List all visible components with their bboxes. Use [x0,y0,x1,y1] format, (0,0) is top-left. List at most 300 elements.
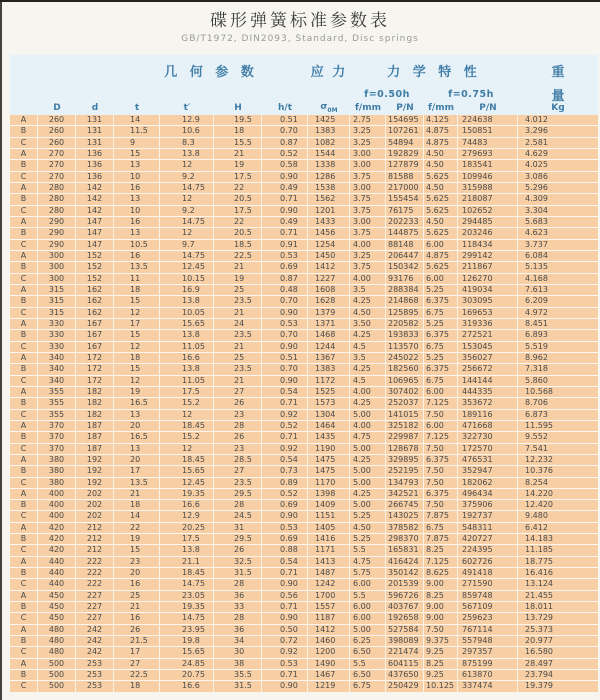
cell-series-type: A [10,353,38,363]
table-row [10,172,598,183]
cell-p-075: 271590 [458,579,518,589]
cell-t: 15 [114,149,160,159]
cell-p-050: 596726 [386,591,424,601]
cell-p-050: 214868 [386,296,424,306]
cell-h-t: 0.53 [262,251,308,261]
cell-t-prime: 13.8 [160,149,214,159]
cell-series-type: B [10,262,38,272]
cell-f-075: 5.625 [424,172,458,182]
cell-h-t: 0.90 [262,206,308,216]
cell-t: 14 [114,511,160,521]
cell-kg: 3.086 [525,171,548,181]
header-f050: f=0.50h [364,89,410,100]
cell-h-t: 0.52 [262,489,308,499]
table-body [10,115,598,693]
cell-H: 25 [214,285,262,295]
cell-f-075: 7.50 [424,625,458,635]
cell-H: 32.5 [214,557,262,567]
col-header-p-n-050: P/N [396,103,414,113]
cell-d: 227 [76,591,114,601]
cell-d: 162 [76,296,114,306]
cell-D: 290 [38,240,76,250]
cell-series-type: A [10,557,38,567]
cell-kg: 19.379 [525,681,553,691]
cell-d: 172 [76,364,114,374]
cell-series-type: C [10,240,38,250]
cell-t: 15 [114,330,160,340]
cell-p-075: 356027 [458,353,518,363]
cell-f-075: 8.25 [424,591,458,601]
cell-d: 136 [76,172,114,182]
cell-D: 380 [38,478,76,488]
cell-p-075: 297357 [458,647,518,657]
cell-sigma: 1464 [308,421,350,431]
cell-f-050: 6.50 [350,647,386,657]
col-header-H: H [234,103,242,113]
cell-p-050: 134793 [386,478,424,488]
cell-p-050: 398089 [386,636,424,646]
cell-p-050: 93176 [386,274,424,284]
cell-f-050: 6.00 [350,602,386,612]
cell-d: 187 [76,432,114,442]
cell-p-050: 155454 [386,194,424,204]
cell-f-050: 2.75 [350,115,386,125]
cell-p-075: 279693 [458,149,518,159]
cell-D: 420 [38,534,76,544]
cell-f-050: 3.75 [350,194,386,204]
cell-H: 21 [214,376,262,386]
cell-t: 23 [114,557,160,567]
cell-f-050: 4.5 [350,376,386,386]
cell-p-050: 325182 [386,421,424,431]
cell-f-050: 3.50 [350,319,386,329]
cell-p-050: 106965 [386,376,424,386]
cell-sigma: 1544 [308,149,350,159]
cell-d: 242 [76,636,114,646]
cell-d: 131 [76,138,114,148]
cell-t-prime: 11.05 [160,342,214,352]
cell-series-type: C [10,681,38,691]
cell-kg: 16.580 [525,647,553,657]
cell-kg: 5.860 [525,375,548,385]
cell-d: 167 [76,342,114,352]
cell-d: 242 [76,625,114,635]
table-row [10,364,598,375]
cell-d: 212 [76,523,114,533]
cell-H: 31.5 [214,568,262,578]
cell-t-prime: 12 [160,410,214,420]
cell-h-t: 0.72 [262,636,308,646]
cell-series-type: A [10,183,38,193]
col-header-f-mm-075: f/mm [428,103,454,113]
table-row [10,149,598,160]
cell-h-t: 0.58 [262,160,308,170]
cell-p-075: 602726 [458,557,518,567]
cell-f-075: 4.125 [424,115,458,125]
cell-H: 20.5 [214,228,262,238]
cell-kg: 7.318 [525,364,548,374]
cell-sigma: 1371 [308,319,350,329]
cell-sigma: 1435 [308,432,350,442]
cell-p-075: 491418 [458,568,518,578]
cell-sigma: 1562 [308,194,350,204]
cell-H: 19.5 [214,115,262,125]
cell-f-050: 3.25 [350,251,386,261]
cell-kg: 4.168 [525,273,548,283]
table-row [10,376,598,387]
table-row [10,126,598,137]
cell-t: 21 [114,489,160,499]
col-header-p-n-075: P/N [479,103,497,113]
cell-t-prime: 15.2 [160,432,214,442]
cell-t-prime: 16.9 [160,285,214,295]
cell-h-t: 0.70 [262,364,308,374]
cell-f-050: 4.25 [350,398,386,408]
cell-kg: 4.629 [525,148,548,158]
cell-kg: 14.183 [525,534,553,544]
cell-kg: 13.124 [525,579,553,589]
cell-H: 18.5 [214,240,262,250]
cell-t-prime: 15.65 [160,466,214,476]
table-row [10,602,598,613]
cell-p-075: 767114 [458,625,518,635]
cell-t: 16 [114,579,160,589]
cell-f-050: 5.00 [350,444,386,454]
cell-h-t: 0.89 [262,478,308,488]
cell-sigma: 1475 [308,466,350,476]
cell-f-075: 6.375 [424,489,458,499]
cell-series-type: C [10,342,38,352]
cell-p-075: 859748 [458,591,518,601]
cell-p-050: 165831 [386,545,424,555]
cell-h-t: 0.90 [262,681,308,691]
cell-f-050: 6.25 [350,636,386,646]
cell-H: 22 [214,217,262,227]
cell-t-prime: 14.75 [160,613,214,623]
table-row [10,681,598,692]
cell-h-t: 0.56 [262,591,308,601]
cell-p-075: 567109 [458,602,518,612]
cell-p-050: 127879 [386,160,424,170]
cell-kg: 7.613 [525,284,548,294]
cell-f-075: 6.375 [424,296,458,306]
cell-t-prime: 12.45 [160,478,214,488]
cell-H: 22 [214,183,262,193]
cell-f-075: 7.875 [424,534,458,544]
cell-f-050: 3.75 [350,206,386,216]
cell-sigma: 1456 [308,228,350,238]
cell-p-075: 496434 [458,489,518,499]
cell-f-050: 4.00 [350,421,386,431]
cell-series-type: B [10,602,38,612]
cell-d: 167 [76,330,114,340]
cell-series-type: B [10,364,38,374]
cell-kg: 6.412 [525,522,548,532]
cell-t: 10 [114,206,160,216]
cell-kg: 10.376 [525,466,553,476]
table-row [10,659,598,670]
cell-H: 26 [214,432,262,442]
cell-p-050: 527584 [386,625,424,635]
cell-sigma: 1628 [308,296,350,306]
cell-sigma: 1190 [308,444,350,454]
cell-t: 26 [114,625,160,635]
cell-f-075: 7.50 [424,478,458,488]
cell-H: 35.5 [214,670,262,680]
cell-kg: 8.254 [525,477,548,487]
cell-t: 21.5 [114,636,160,646]
cell-kg: 8.962 [525,352,548,362]
cell-series-type: B [10,466,38,476]
cell-f-050: 3.00 [350,217,386,227]
cell-t: 17 [114,319,160,329]
cell-f-075: 7.50 [424,466,458,476]
cell-D: 280 [38,194,76,204]
cell-p-075: 211867 [458,262,518,272]
cell-h-t: 0.53 [262,523,308,533]
table-row [10,670,598,681]
cell-p-050: 81588 [386,172,424,182]
page-title: 碟形弹簧标准参数表 [210,11,390,31]
cell-p-075: 218087 [458,194,518,204]
cell-f-075: 6.00 [424,421,458,431]
cell-p-050: 107261 [386,126,424,136]
col-header-t: t [134,103,140,113]
cell-f-050: 6.75 [350,681,386,691]
cell-t: 18 [114,500,160,510]
cell-f-050: 3.25 [350,138,386,148]
cell-p-050: 206447 [386,251,424,261]
cell-h-t: 0.51 [262,115,308,125]
cell-p-075: 420727 [458,534,518,544]
cell-H: 23 [214,410,262,420]
cell-f-075: 9.00 [424,602,458,612]
cell-d: 147 [76,228,114,238]
cell-D: 370 [38,444,76,454]
cell-sigma: 1425 [308,115,350,125]
cell-series-type: B [10,194,38,204]
cell-H: 24.5 [214,511,262,521]
table-row [10,308,598,319]
cell-d: 202 [76,511,114,521]
header-group-weight-top: 重 [551,64,565,80]
cell-sigma: 1467 [308,670,350,680]
cell-sigma: 1201 [308,206,350,216]
cell-D: 260 [38,126,76,136]
table-row [10,319,598,330]
cell-t-prime: 9.2 [160,172,214,182]
cell-t-prime: 14.75 [160,183,214,193]
cell-f-075: 6.00 [424,240,458,250]
cell-h-t: 0.90 [262,579,308,589]
cell-p-050: 54894 [386,138,424,148]
table-row [10,296,598,307]
table-row [10,466,598,477]
table-row [10,444,598,455]
cell-t: 18 [114,681,160,691]
cell-f-075: 5.625 [424,206,458,216]
cell-h-t: 0.70 [262,296,308,306]
cell-t-prime: 12.9 [160,511,214,521]
cell-series-type: B [10,126,38,136]
cell-f-075: 4.50 [424,217,458,227]
cell-d: 162 [76,285,114,295]
cell-series-type: A [10,489,38,499]
cell-d: 202 [76,489,114,499]
cell-H: 21 [214,342,262,352]
cell-f-075: 6.75 [424,342,458,352]
cell-series-type: B [10,500,38,510]
cell-series-type: C [10,511,38,521]
cell-f-075: 9.375 [424,636,458,646]
cell-d: 222 [76,568,114,578]
cell-kg: 5.135 [525,262,548,272]
cell-H: 27 [214,466,262,476]
cell-sigma: 1338 [308,160,350,170]
cell-f-050: 3.5 [350,353,386,363]
cell-series-type: A [10,149,38,159]
cell-D: 370 [38,421,76,431]
cell-f-075: 4.875 [424,126,458,136]
cell-H: 17.5 [214,206,262,216]
cell-h-t: 0.53 [262,319,308,329]
cell-kg: 12.420 [525,500,553,510]
cell-h-t: 0.52 [262,421,308,431]
table-row [10,568,598,579]
cell-t: 14 [114,115,160,125]
cell-t: 16 [114,613,160,623]
cell-D: 400 [38,489,76,499]
cell-kg: 6.209 [525,296,548,306]
cell-t: 19 [114,387,160,397]
cell-d: 227 [76,613,114,623]
cell-h-t: 0.53 [262,659,308,669]
header-group-geometry: 几 何 参 数 [164,64,258,80]
cell-series-type: B [10,296,38,306]
cell-p-050: 266745 [386,500,424,510]
cell-p-075: 299142 [458,251,518,261]
col-header-f-mm-050: f/mm [355,103,381,113]
cell-f-050: 3.5 [350,285,386,295]
page-subtitle: GB/T1972, DIN2093, Standard, Disc springs [181,34,419,44]
table-row [10,217,598,228]
table-row [10,262,598,273]
cell-kg: 20.977 [525,636,553,646]
cell-p-075: 476531 [458,455,518,465]
cell-f-075: 6.75 [424,523,458,533]
cell-p-075: 126270 [458,274,518,284]
cell-p-075: 172570 [458,444,518,454]
cell-d: 131 [76,115,114,125]
cell-d: 222 [76,579,114,589]
cell-series-type: A [10,217,38,227]
cell-sigma: 1383 [308,126,350,136]
cell-D: 300 [38,274,76,284]
table-row [10,206,598,217]
cell-D: 340 [38,364,76,374]
cell-kg: 10.568 [525,386,553,396]
cell-series-type: C [10,376,38,386]
cell-h-t: 0.52 [262,149,308,159]
cell-kg: 3.296 [525,126,548,136]
cell-t-prime: 9.7 [160,240,214,250]
title-block [0,6,600,44]
cell-d: 187 [76,421,114,431]
cell-d: 192 [76,455,114,465]
cell-p-050: 125895 [386,308,424,318]
cell-kg: 21.455 [525,590,553,600]
cell-series-type: A [10,523,38,533]
cell-kg: 8.706 [525,398,548,408]
cell-series-type: C [10,478,38,488]
cell-f-050: 5.5 [350,659,386,669]
cell-t: 16 [114,217,160,227]
header-group-stress: 应 力 [310,64,348,80]
cell-H: 23.5 [214,296,262,306]
cell-t: 16 [114,183,160,193]
cell-p-075: 353672 [458,398,518,408]
cell-h-t: 0.71 [262,228,308,238]
cell-p-075: 294485 [458,217,518,227]
cell-d: 212 [76,534,114,544]
cell-d: 192 [76,466,114,476]
table-row [10,138,598,149]
cell-sigma: 1487 [308,568,350,578]
cell-sigma: 1170 [308,478,350,488]
cell-sigma: 1286 [308,172,350,182]
cell-D: 280 [38,183,76,193]
cell-p-075: 109946 [458,172,518,182]
cell-sigma: 1379 [308,308,350,318]
cell-p-050: 217000 [386,183,424,193]
cell-p-075: 315988 [458,183,518,193]
table-header [10,55,598,115]
table-row [10,421,598,432]
table-row [10,545,598,556]
cell-p-075: 150851 [458,126,518,136]
cell-sigma: 1227 [308,274,350,284]
cell-kg: 4.972 [525,307,548,317]
cell-t: 10 [114,172,160,182]
cell-p-050: 342521 [386,489,424,499]
cell-d: 192 [76,478,114,488]
cell-f-075: 5.25 [424,353,458,363]
cell-f-050: 4.5 [350,342,386,352]
cell-series-type: A [10,421,38,431]
cell-p-050: 202233 [386,217,424,227]
cell-sigma: 1413 [308,557,350,567]
table-row [10,489,598,500]
cell-p-050: 192658 [386,613,424,623]
cell-D: 420 [38,523,76,533]
cell-p-075: 557948 [458,636,518,646]
cell-t-prime: 9.2 [160,206,214,216]
cell-H: 28 [214,421,262,431]
cell-series-type: C [10,206,38,216]
cell-D: 355 [38,398,76,408]
cell-D: 300 [38,251,76,261]
cell-H: 38 [214,659,262,669]
cell-series-type: B [10,432,38,442]
cell-D: 355 [38,387,76,397]
cell-p-075: 224395 [458,545,518,555]
cell-kg: 9.552 [525,432,548,442]
cell-series-type: B [10,330,38,340]
cell-series-type: B [10,568,38,578]
table-row [10,330,598,341]
cell-h-t: 0.54 [262,387,308,397]
cell-D: 315 [38,296,76,306]
